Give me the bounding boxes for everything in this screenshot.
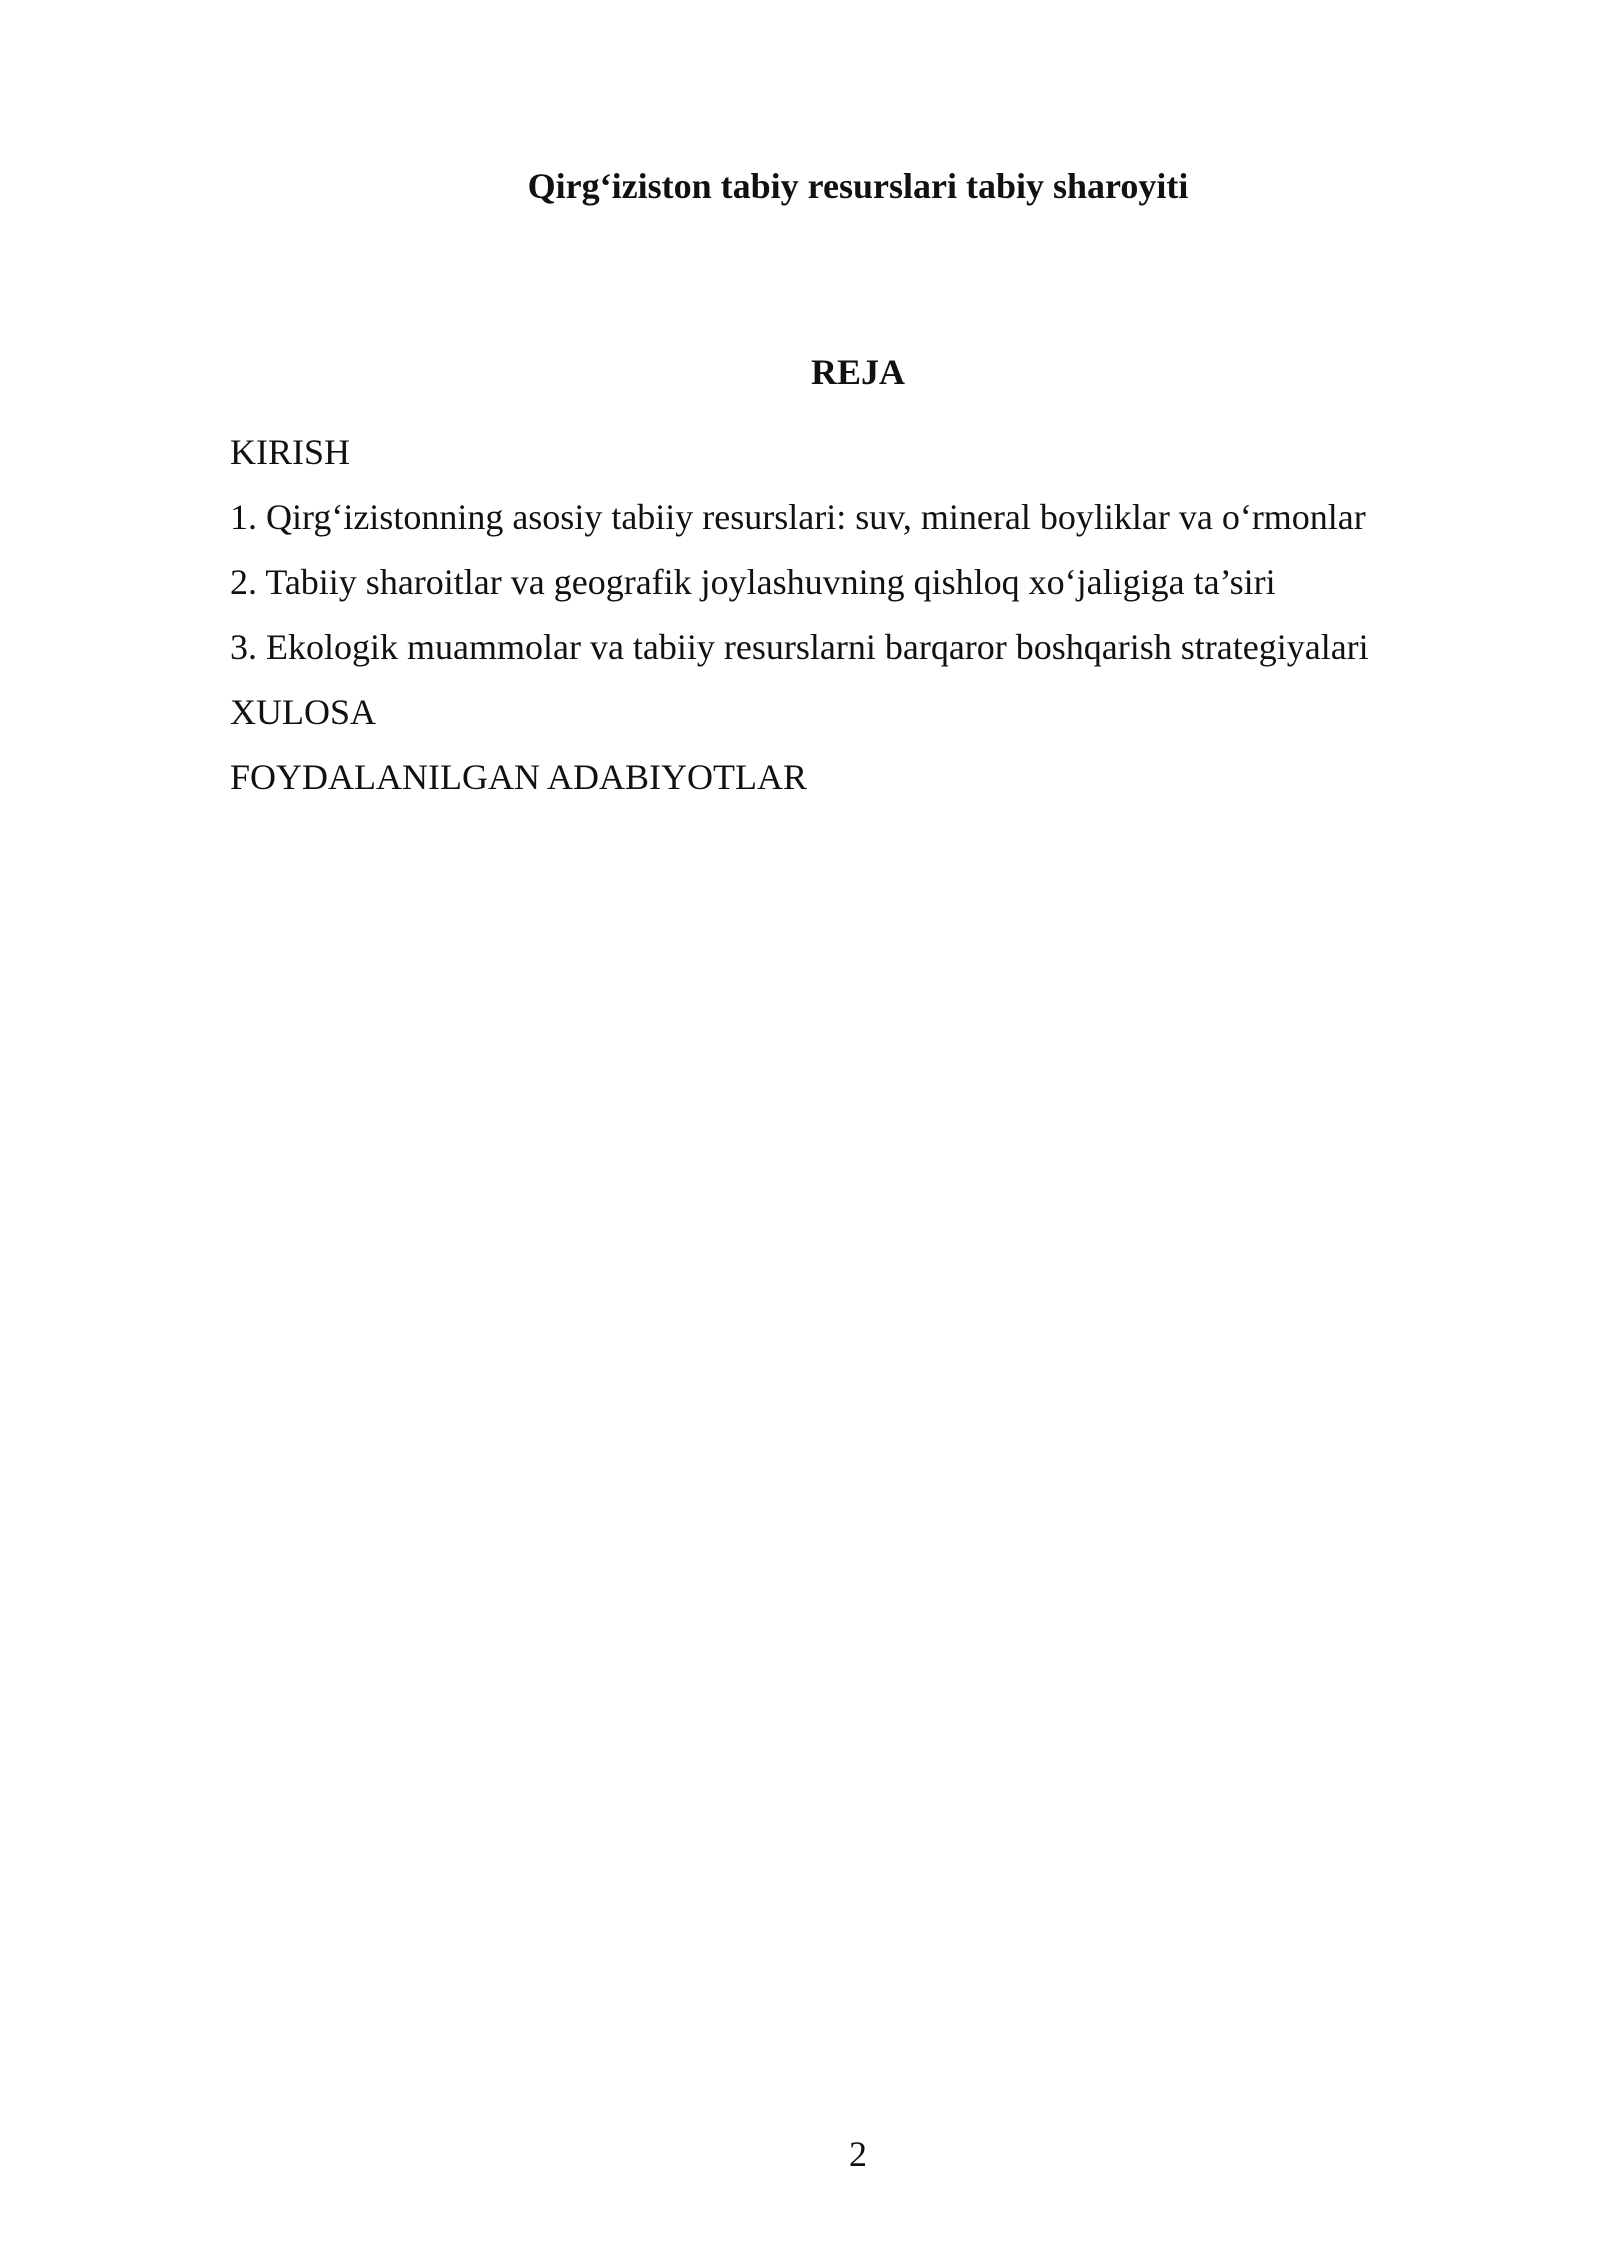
plan-heading: REJA (810, 352, 905, 392)
plan-item-references: FOYDALANILGAN ADABIYOTLAR (230, 757, 807, 797)
plan-item-intro: KIRISH (230, 432, 351, 472)
page-number: 2 (849, 2134, 867, 2174)
document-title: Qirg‘iziston tabiy resurslari tabiy sharoyiti (527, 166, 1189, 206)
plan-item-3: 3. Ekologik muammolar va tabiiy resurslarni barqaror boshqarish strategiyalari (230, 627, 1369, 667)
plan-list (230, 420, 1470, 810)
plan-item-2: 2. Tabiiy sharoitlar va geografik joylashuvning qishloq xo‘jaligiga ta’siri (230, 562, 1276, 602)
plan-item-1: 1. Qirg‘izistonning asosiy tabiiy resurslari: suv, mineral boyliklar va o‘rmonlar (230, 497, 1366, 537)
plan-item-conclusion: XULOSA (230, 692, 377, 732)
